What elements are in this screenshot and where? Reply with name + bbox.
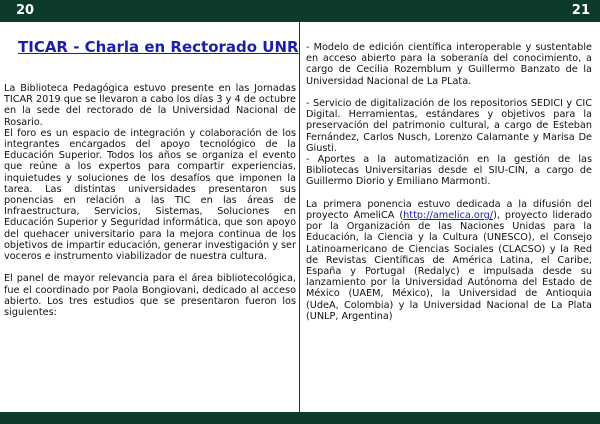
left-header-bar [0, 0, 300, 22]
left-footer-bar [0, 412, 300, 424]
amelica-text-after: ), proyecto liderado por la Organización de las Naciones Unidas para la Educación, la Ciencia y la Cultura (UNESCO), el Consejo Latinoamericano de Ciencias Sociales (CLACSO) y la Red de Revistas Científicas de América Latina, el Caribe, España y Portugal (Redalyc) e impulsada desde su lanzamiento por la Universidad Autónoma del Estado de México (UAEM, México), la Universidad de Antioquia (UdeA, Colombia) y la Universidad Nacional de La Plata (UNLP, Argentina) [306, 210, 592, 322]
paragraph-intro: La Biblioteca Pedagógica estuvo presente en las Jornadas TICAR 2019 que se llevaron a cabo los días 3 y 4 de octubre en la sede del rectorado de la Universidad Nacional de Rosario. [4, 83, 296, 128]
right-header-bar [300, 0, 600, 22]
right-page [300, 0, 600, 424]
amelica-text-before: La primera ponencia estuvo dedicada a la difusión del proyecto AmeliCA ( [306, 198, 592, 222]
right-page-number: 21 [571, 3, 590, 18]
amelica-link[interactable]: http://amelica.org/ [403, 210, 494, 222]
list-item-automatizacion: - Aportes a la automatización en la gestión de las Bibliotecas Universitarias desde el SIU-CIN, a cargo de Guillermo Diorio y Emiliano Marmonti. [306, 154, 592, 188]
paragraph-panel: El panel de mayor relevancia para el área bibliotecológica, fue el coordinado por Paola Bongiovani, dedicado al acceso abierto. Los tres estudios que se presentaron fueron los siguientes: [4, 273, 296, 319]
right-body-text [306, 42, 592, 322]
list-item-edicion: - Modelo de edición científica interoperable y sustentable en acceso abierto para la soberanía del conocimiento, a cargo de Cecilia Rozemblum y Guillermo Banzato de la Universidad Nacional de La PLata. [306, 42, 592, 87]
left-body-text [4, 83, 296, 318]
article-title: TICAR - Charla en Rectorado UNR [18, 38, 299, 56]
paragraph-amelica [306, 199, 592, 322]
list-item-digitalizacion: - Servicio de digitalización de los repositorios SEDICI y CIC Digital. Herramientas, estándares y objetivos para la preservación del patrimonio cultural, a cargo de Esteban Fernández, Carlos Nusch, Lorenzo Calamante y Marisa De Giusti. [306, 98, 592, 154]
paragraph-forum: El foro es un espacio de integración y colaboración de los integrantes encargados del apoyo tecnológico de la Educación Superior. Todos los años se organiza el evento que reúne a los expertos para compartir experiencias, inquietudes y soluciones de los desafíos que imponen la tarea. Las distintas universidades presentaron sus ponencias en relación a las TIC en las áreas de Infraestructura, Servicios, Sistemas, Soluciones en Educación Superior y Seguridad informática, que son apoyo del quehacer universitario para la mejora continua de los objetivos de impartir educación, generar investigación y ser voceros e instrumento viabilizador de nuestra cultura. [4, 127, 297, 263]
right-footer-bar [300, 412, 600, 424]
left-page-number: 20 [16, 3, 35, 18]
